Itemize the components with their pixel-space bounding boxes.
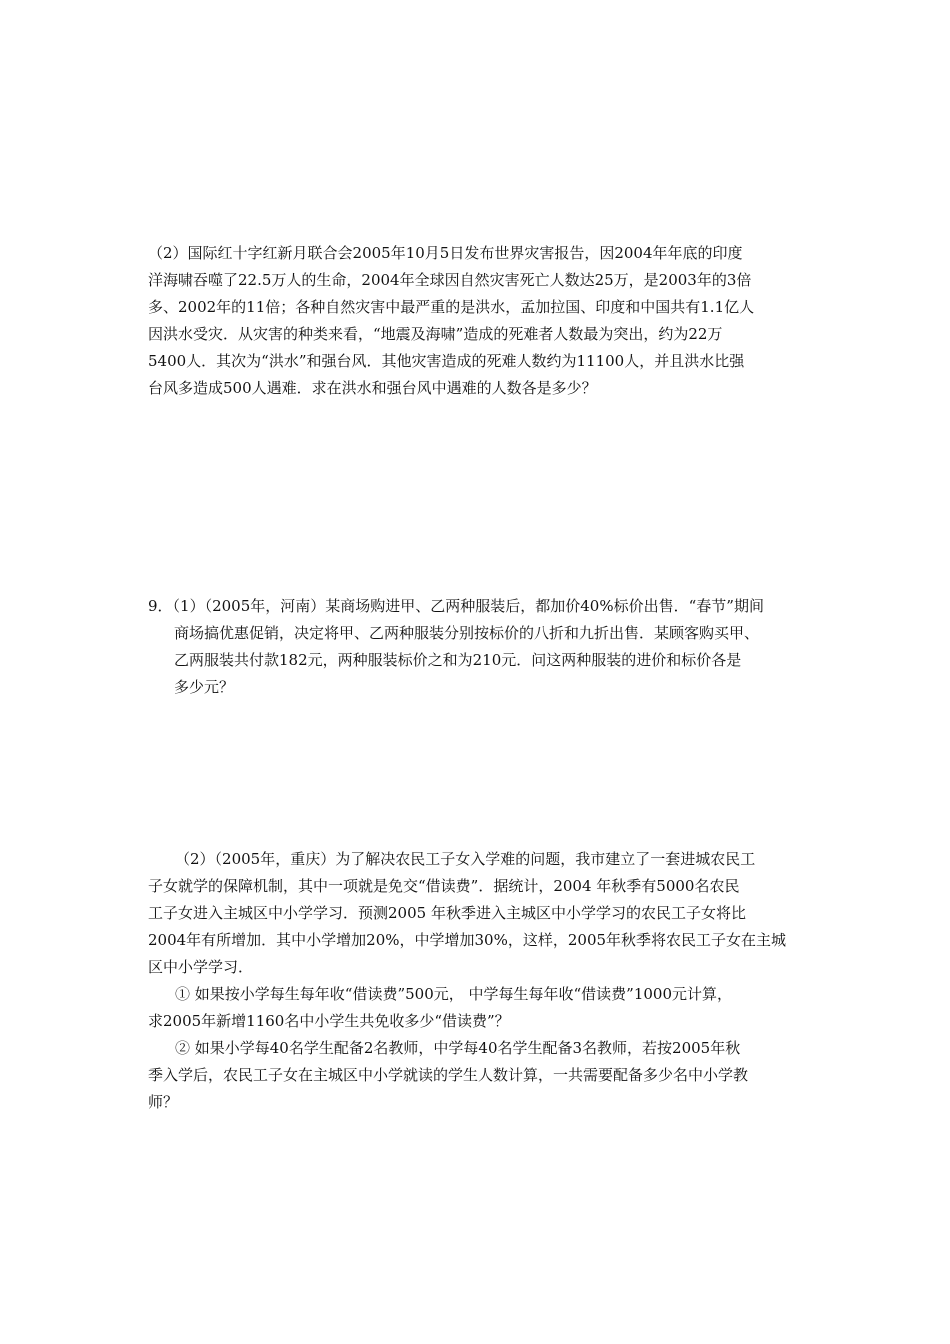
text-line: 多、2002年的11倍；各种自然灾害中最严重的是洪水，孟加拉国、印度和中国共有1.1亿人 [148, 298, 755, 316]
text-line: 区中小学学习． [148, 958, 254, 976]
text-line: 商场搞优惠促销，决定将甲、乙两种服装分别按标价的八折和九折出售．某顾客购买甲、 [174, 624, 760, 642]
text-line: （2）国际红十字红新月联合会2005年10月5日发布世界灾害报告，因2004年年底的印度 [148, 244, 743, 262]
text-line: 师？ [148, 1093, 179, 1111]
question-number-line: 9．（1）（2005年，河南）某商场购进甲、乙两种服装后，都加价40%标价出售．“春节”期间 [148, 597, 764, 615]
text-line: 因洪水受灾．从灾害的种类来看，“地震及海啸”造成的死难者人数最为突出，约为22万 [148, 325, 723, 343]
problem-8-part-2 [148, 240, 810, 402]
text-line: 多少元？ [174, 678, 235, 696]
problem-9-part-1 [148, 593, 810, 701]
text-line: 台风多造成500人遇难．求在洪水和强台风中遇难的人数各是多少？ [148, 379, 597, 397]
text-line: 乙两服装共付款182元，两种服装标价之和为210元．问这两种服装的进价和标价各是 [174, 651, 742, 669]
text-line: 工子女进入主城区中小学学习．预测2005 年秋季进入主城区中小学学习的农民工子女将比 [148, 904, 746, 922]
sub-question-1: ① 如果按小学每生每年收“借读费”500元， 中学每生每年收“借读费”1000元计算， [175, 985, 733, 1003]
text-line: 洋海啸吞噬了22.5万人的生命，2004年全球因自然灾害死亡人数达25万，是2003年的3倍 [148, 271, 752, 289]
text-line: （2）（2005年，重庆）为了解决农民工子女入学难的问题，我市建立了一套进城农民工 [175, 850, 756, 868]
sub-question-2: ② 如果小学每40名学生配备2名教师，中学每40名学生配备3名教师，若按2005年秋 [175, 1039, 741, 1057]
problem-9-part-2 [148, 846, 810, 1116]
text-line: 求2005年新增1160名中小学生共免收多少“借读费”？ [148, 1012, 510, 1030]
text-line: 5400人．其次为“洪水”和强台风．其他灾害造成的死难人数约为11100人，并且洪水比强 [148, 352, 745, 370]
text-line: 2004年有所增加．其中小学增加20%，中学增加30%，这样，2005年秋季将农民工子女在主城 [148, 931, 787, 949]
text-line: 季入学后，农民工子女在主城区中小学就读的学生人数计算，一共需要配备多少名中小学教 [148, 1066, 749, 1084]
text-line: 子女就学的保障机制，其中一项就是免交“借读费”．据统计，2004 年秋季有5000名农民 [148, 877, 740, 895]
